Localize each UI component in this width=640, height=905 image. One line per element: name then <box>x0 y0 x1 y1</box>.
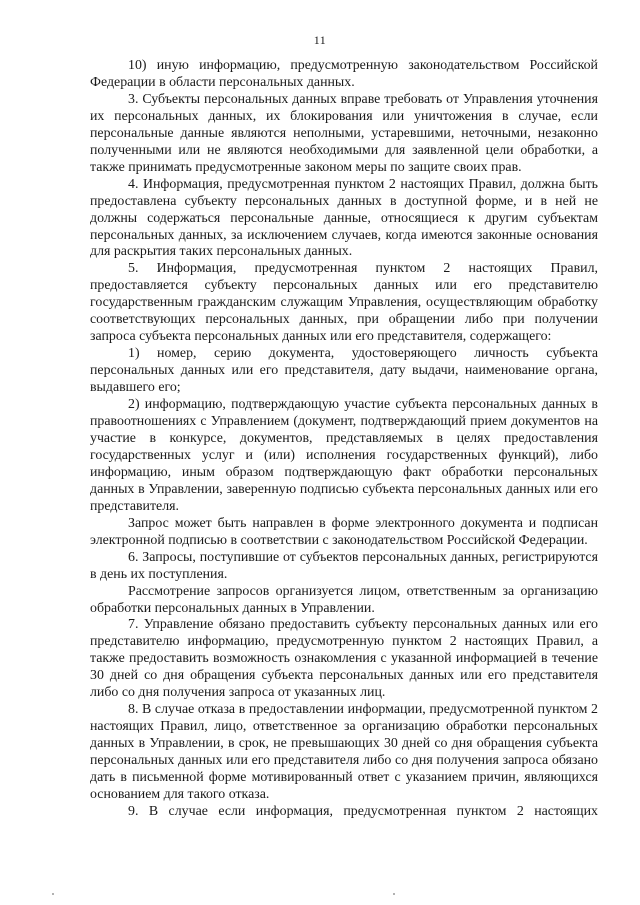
paragraph-request-review: Рассмотрение запросов организуется лицом, ответственным за организацию обработки персональных данных в Управлении. <box>90 583 598 616</box>
paragraph-clause-8: 8. В случае отказа в предоставлении информации, предусмотренной пунктом 2 настоящих Правил, лицо, ответственное за организацию обработки персональных данных в Управлении, в срок, не превышающих 30 дней со дня обращения субъекта персональных данных или его представителя либо со дня получения запроса обязано дать в письменной форме мотивированный ответ с указанием причин, являющихся основанием для такого отказа. <box>90 702 598 802</box>
paragraph-electronic-request: Запрос может быть направлен в форме электронного документа и подписан электронной подписью в соответствии с законодательством Российской Федерации. <box>90 515 598 548</box>
paragraph-clause-4: 4. Информация, предусмотренная пунктом 2 настоящих Правил, должна быть предоставлена субъекту персональных данных в доступной форме, и в ней не должны содержаться персональные данные, относящиеся к другим субъектам персональных данных, за исключением случаев, когда имеются законные основания для раскрытия таких персональных данных. <box>90 176 598 260</box>
paragraph-clause-7: 7. Управление обязано предоставить субъекту персональных данных или его представителю информацию, предусмотренную пунктом 2 настоящих Правил, а также предоставить возможность ознакомления с указанной информацией в течение 30 дней со дня обращения субъекта персональных данных или его представителя либо со дня получения запроса от указанных лиц. <box>90 617 598 701</box>
scan-speck-mark <box>52 893 54 895</box>
paragraph-clause-3: 3. Субъекты персональных данных вправе требовать от Управления уточнения их персональных данных, их блокирования или уничтожения в случае, если персональные данные являются неполными, устаревшими, неточными, незаконно полученными или не являются необходимыми для заявленной цели обработки, а также принимать предусмотренные законом меры по защите своих прав. <box>90 91 598 175</box>
paragraph-clause-9: 9. В случае если информация, предусмотренная пунктом 2 настоящих <box>128 803 598 819</box>
scan-speck-mark <box>393 893 395 895</box>
paragraph-subitem-1: 1) номер, серию документа, удостоверяющего личность субъекта персональных данных или его представителя, дату выдачи, наименование органа, выдавшего его; <box>90 346 598 396</box>
paragraph-clause-6: 6. Запросы, поступившие от субъектов персональных данных, регистрируются в день их поступления. <box>90 549 598 582</box>
page-number: 11 <box>313 33 327 47</box>
document-body <box>90 58 598 821</box>
paragraph-subitem-2: 2) информацию, подтверждающую участие субъекта персональных данных в правоотношениях с Управлением (документ, подтверждающий прием документов на участие в конкурсе, документов, представляемых в целях предоставления государственных услуг и (или) исполнения государственных функций), либо информацию, иным образом подтверждающую факт обработки персональных данных в Управлении, заверенную подписью субъекта персональных данных или его представителя. <box>90 397 598 514</box>
paragraph-item-10: 10) иную информацию, предусмотренную законодательством Российской Федерации в области персональных данных. <box>90 58 598 90</box>
paragraph-clause-5: 5. Информация, предусмотренная пунктом 2 настоящих Правил, предоставляется субъекту персональных данных или его представителю государственным гражданским служащим Управления, осуществляющим обработку соответствующих персональных данных, при обращении либо при получении запроса субъекта персональных данных или его представителя, содержащего: <box>90 261 598 345</box>
